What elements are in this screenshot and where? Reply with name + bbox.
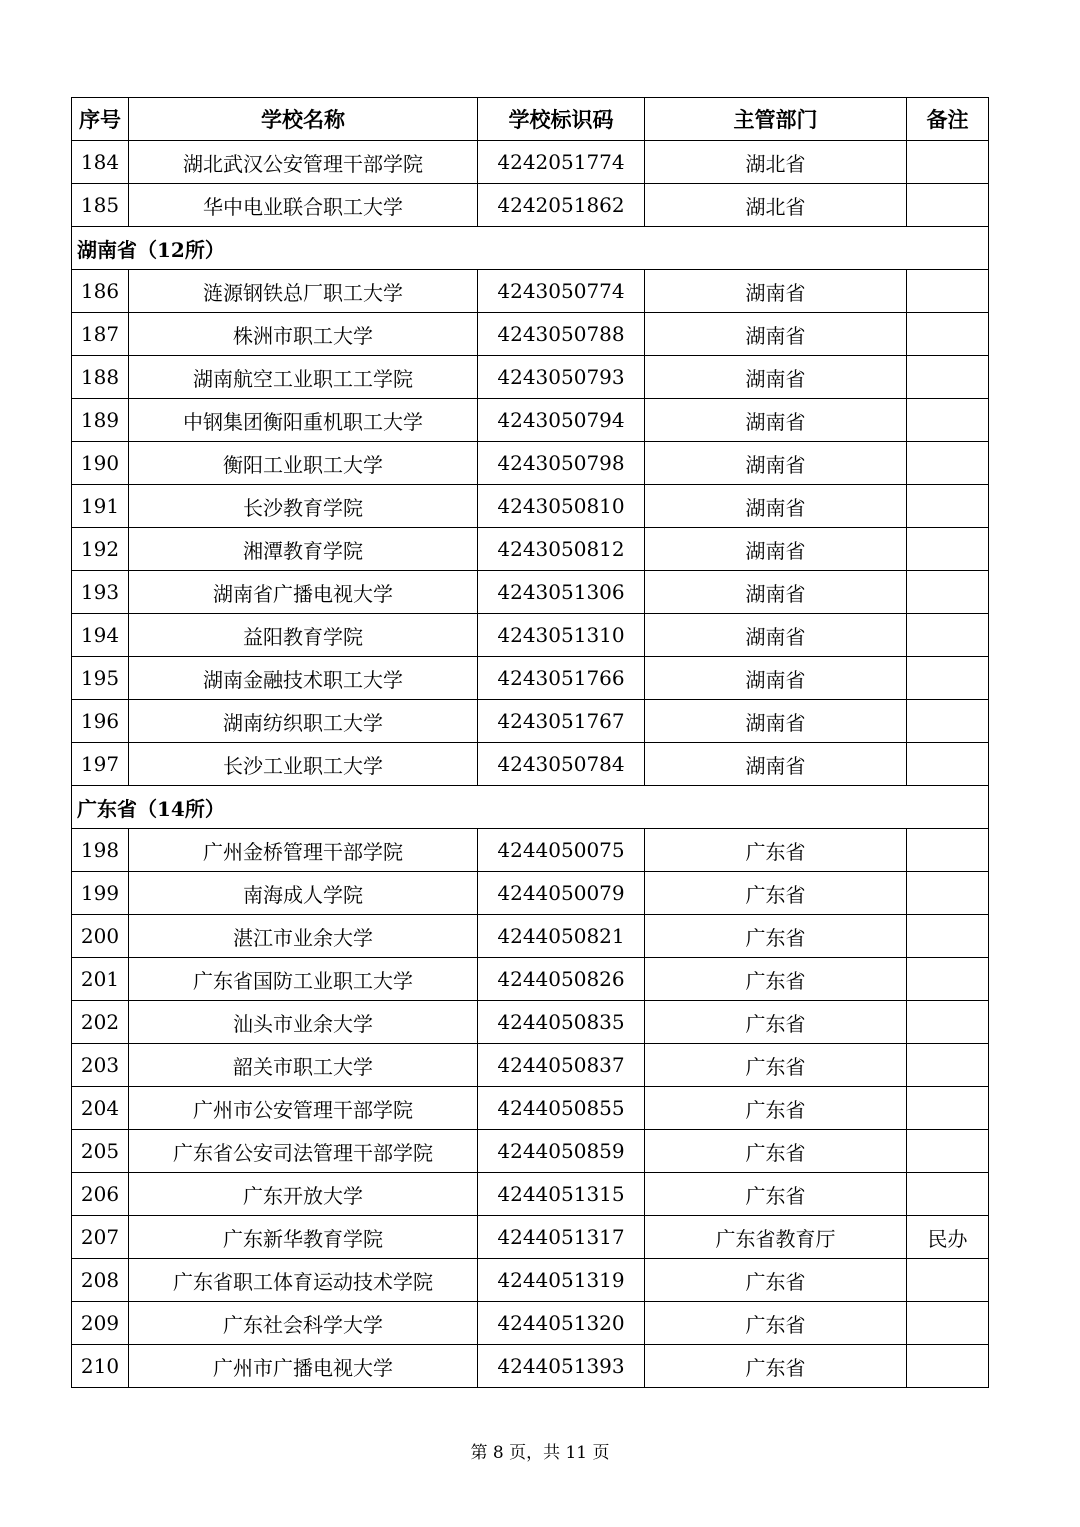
remarks-cell [907,743,989,786]
school-name-cell: 广东省职工体育运动技术学院 [129,1259,478,1302]
group-label: 广东省（14所） [72,786,989,829]
serial-cell: 210 [72,1345,129,1388]
school-table [71,97,989,1388]
table-row [72,571,989,614]
department-cell: 湖南省 [645,270,907,313]
serial-cell: 187 [72,313,129,356]
school-name-cell: 衡阳工业职工大学 [129,442,478,485]
table-row [72,442,989,485]
remarks-cell [907,657,989,700]
department-cell: 湖南省 [645,700,907,743]
school-name-cell: 湖南纺织职工大学 [129,700,478,743]
remarks-cell [907,356,989,399]
serial-cell: 185 [72,184,129,227]
serial-cell: 205 [72,1130,129,1173]
serial-cell: 200 [72,915,129,958]
remarks-cell [907,313,989,356]
remarks-cell [907,1259,989,1302]
department-cell: 湖南省 [645,528,907,571]
school-name-cell: 广东社会科学大学 [129,1302,478,1345]
table-row [72,270,989,313]
department-cell: 湖南省 [645,399,907,442]
department-cell: 广东省 [645,1345,907,1388]
table-row [72,1087,989,1130]
school-name-cell: 韶关市职工大学 [129,1044,478,1087]
school-code-cell: 4244050835 [478,1001,645,1044]
remarks-cell [907,958,989,1001]
table-row [72,915,989,958]
school-name-cell: 广州市公安管理干部学院 [129,1087,478,1130]
table-row [72,614,989,657]
header-serial: 序号 [72,98,129,141]
school-code-cell: 4244050837 [478,1044,645,1087]
serial-cell: 192 [72,528,129,571]
remarks-cell [907,1001,989,1044]
school-code-cell: 4244051319 [478,1259,645,1302]
group-row [72,786,989,829]
table-row [72,141,989,184]
school-name-cell: 中钢集团衡阳重机职工大学 [129,399,478,442]
department-cell: 广东省 [645,1259,907,1302]
table-row [72,1302,989,1345]
remarks-cell [907,1130,989,1173]
remarks-cell [907,571,989,614]
school-code-cell: 4243051306 [478,571,645,614]
school-code-cell: 4243050774 [478,270,645,313]
school-code-cell: 4244050079 [478,872,645,915]
school-name-cell: 湘潭教育学院 [129,528,478,571]
serial-cell: 188 [72,356,129,399]
department-cell: 广东省 [645,958,907,1001]
remarks-cell [907,915,989,958]
school-code-cell: 4244051393 [478,1345,645,1388]
serial-cell: 194 [72,614,129,657]
school-code-cell: 4244051320 [478,1302,645,1345]
school-code-cell: 4243050812 [478,528,645,571]
school-name-cell: 长沙工业职工大学 [129,743,478,786]
school-name-cell: 广东新华教育学院 [129,1216,478,1259]
table-row [72,1001,989,1044]
school-code-cell: 4244050855 [478,1087,645,1130]
remarks-cell [907,442,989,485]
table-row [72,872,989,915]
school-name-cell: 汕头市业余大学 [129,1001,478,1044]
serial-cell: 207 [72,1216,129,1259]
remarks-cell [907,485,989,528]
department-cell: 湖南省 [645,657,907,700]
table-row [72,356,989,399]
table-row [72,1044,989,1087]
table-row [72,1173,989,1216]
serial-cell: 206 [72,1173,129,1216]
header-school-code: 学校标识码 [478,98,645,141]
header-school-name: 学校名称 [129,98,478,141]
department-cell: 湖北省 [645,184,907,227]
table-row [72,528,989,571]
serial-cell: 196 [72,700,129,743]
department-cell: 湖南省 [645,614,907,657]
school-name-cell: 广州市广播电视大学 [129,1345,478,1388]
table-row [72,1130,989,1173]
remarks-cell [907,141,989,184]
remarks-cell [907,829,989,872]
department-cell: 湖南省 [645,442,907,485]
school-name-cell: 株洲市职工大学 [129,313,478,356]
remarks-cell [907,700,989,743]
school-code-cell: 4243050810 [478,485,645,528]
header-department: 主管部门 [645,98,907,141]
remarks-cell [907,184,989,227]
school-name-cell: 广州金桥管理干部学院 [129,829,478,872]
department-cell: 广东省教育厅 [645,1216,907,1259]
table-row [72,1345,989,1388]
department-cell: 广东省 [645,872,907,915]
table-body [72,141,989,1388]
school-name-cell: 湖北武汉公安管理干部学院 [129,141,478,184]
department-cell: 广东省 [645,1001,907,1044]
school-code-cell: 4244051317 [478,1216,645,1259]
department-cell: 广东省 [645,1173,907,1216]
remarks-cell [907,1087,989,1130]
school-name-cell: 广东省公安司法管理干部学院 [129,1130,478,1173]
table-row [72,399,989,442]
remarks-cell [907,528,989,571]
serial-cell: 184 [72,141,129,184]
school-code-cell: 4243050793 [478,356,645,399]
header-remarks: 备注 [907,98,989,141]
school-name-cell: 湖南省广播电视大学 [129,571,478,614]
department-cell: 广东省 [645,915,907,958]
table-row [72,958,989,1001]
school-name-cell: 涟源钢铁总厂职工大学 [129,270,478,313]
group-row [72,227,989,270]
table-row [72,700,989,743]
school-code-cell: 4244050859 [478,1130,645,1173]
department-cell: 广东省 [645,1130,907,1173]
school-code-cell: 4244050075 [478,829,645,872]
school-name-cell: 湖南金融技术职工大学 [129,657,478,700]
remarks-cell [907,270,989,313]
school-code-cell: 4244050826 [478,958,645,1001]
school-name-cell: 湛江市业余大学 [129,915,478,958]
table-row [72,829,989,872]
school-name-cell: 益阳教育学院 [129,614,478,657]
table-row [72,313,989,356]
page-footer: 第 8 页，共 11 页 [470,1443,610,1463]
department-cell: 广东省 [645,829,907,872]
remarks-cell: 民办 [907,1216,989,1259]
remarks-cell [907,399,989,442]
table-row [72,184,989,227]
school-code-cell: 4243050788 [478,313,645,356]
remarks-cell [907,872,989,915]
department-cell: 广东省 [645,1302,907,1345]
serial-cell: 203 [72,1044,129,1087]
serial-cell: 198 [72,829,129,872]
serial-cell: 201 [72,958,129,1001]
remarks-cell [907,1044,989,1087]
table-header-row [72,98,989,141]
serial-cell: 208 [72,1259,129,1302]
table-row [72,1259,989,1302]
department-cell: 湖南省 [645,743,907,786]
school-code-cell: 4244050821 [478,915,645,958]
department-cell: 湖北省 [645,141,907,184]
school-code-cell: 4242051862 [478,184,645,227]
school-name-cell: 湖南航空工业职工工学院 [129,356,478,399]
department-cell: 湖南省 [645,485,907,528]
school-code-cell: 4243050784 [478,743,645,786]
serial-cell: 197 [72,743,129,786]
serial-cell: 209 [72,1302,129,1345]
table-row [72,657,989,700]
school-code-cell: 4243051766 [478,657,645,700]
department-cell: 广东省 [645,1087,907,1130]
school-list-sheet [71,97,988,1388]
serial-cell: 191 [72,485,129,528]
department-cell: 广东省 [645,1044,907,1087]
serial-cell: 189 [72,399,129,442]
serial-cell: 193 [72,571,129,614]
school-name-cell: 南海成人学院 [129,872,478,915]
serial-cell: 186 [72,270,129,313]
serial-cell: 195 [72,657,129,700]
school-name-cell: 广东省国防工业职工大学 [129,958,478,1001]
remarks-cell [907,1173,989,1216]
department-cell: 湖南省 [645,571,907,614]
serial-cell: 199 [72,872,129,915]
serial-cell: 204 [72,1087,129,1130]
remarks-cell [907,1345,989,1388]
table-row [72,743,989,786]
school-code-cell: 4243051310 [478,614,645,657]
school-name-cell: 华中电业联合职工大学 [129,184,478,227]
remarks-cell [907,614,989,657]
school-code-cell: 4244051315 [478,1173,645,1216]
school-code-cell: 4243050798 [478,442,645,485]
group-label: 湖南省（12所） [72,227,989,270]
school-name-cell: 广东开放大学 [129,1173,478,1216]
table-row [72,1216,989,1259]
department-cell: 湖南省 [645,313,907,356]
remarks-cell [907,1302,989,1345]
serial-cell: 202 [72,1001,129,1044]
serial-cell: 190 [72,442,129,485]
department-cell: 湖南省 [645,356,907,399]
school-code-cell: 4243050794 [478,399,645,442]
school-name-cell: 长沙教育学院 [129,485,478,528]
school-code-cell: 4243051767 [478,700,645,743]
table-row [72,485,989,528]
school-code-cell: 4242051774 [478,141,645,184]
